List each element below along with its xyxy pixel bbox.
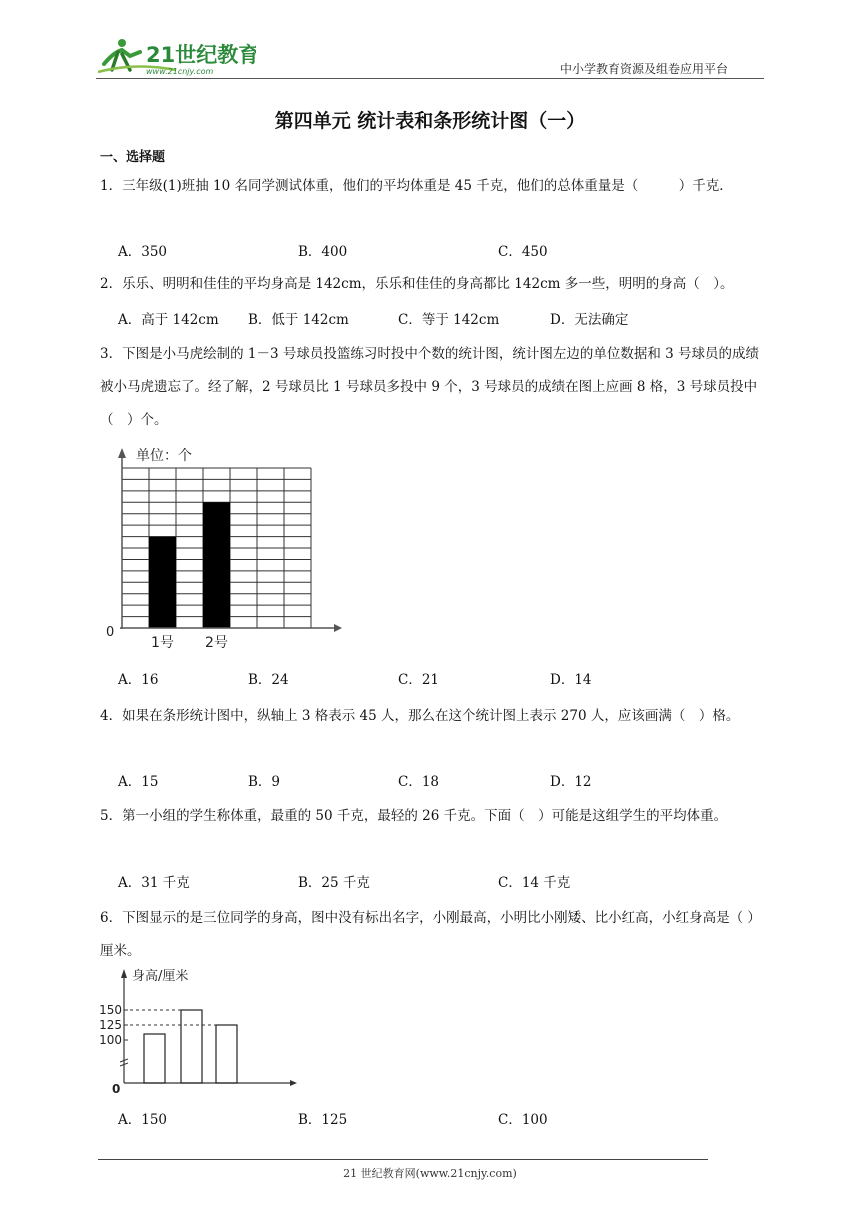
section-heading: 一、选择题 [100,150,166,165]
question-5-option-a[interactable]: A．31 千克 [118,875,190,891]
question-3-option-d[interactable]: D．14 [550,672,592,688]
chart-2-y-tick-125: 125 [99,1018,122,1032]
chart-1-category-label-1: 1号 [151,635,174,652]
page-title: 第四单元 统计表和条形统计图（一） [274,110,586,132]
chart-shots-made [100,440,350,655]
logo-runner-icon [96,34,256,76]
question-2-option-a[interactable]: A．高于 142cm [118,312,219,328]
header-logo [96,34,256,76]
chart-1-category-label-2: 2号 [205,635,228,652]
chart-1-bar-1 [149,537,176,628]
question-4-option-b[interactable]: B．9 [248,774,281,790]
question-2-option-c[interactable]: C．等于 142cm [398,312,500,328]
chart-2-bar-1 [144,1034,165,1083]
chart-2-y-axis-arrow [121,969,127,978]
question-1-option-b[interactable]: B．400 [298,244,348,260]
question-6-option-c[interactable]: C．100 [498,1112,548,1128]
question-6: 6．下图显示的是三位同学的身高，图中没有标出名字，小刚最高，小明比小刚矮、比小红高，小红身高是（ ）厘米。 [100,910,761,959]
question-1: 1．三年级(1)班抽 10 名同学测试体重，他们的平均体重是 45 千克，他们的总体重量是（ ）千克． [100,178,733,194]
question-3-option-a[interactable]: A．16 [118,672,159,688]
question-3-option-b[interactable]: B．24 [248,672,289,688]
question-6-option-a[interactable]: A．150 [118,1112,168,1128]
chart-2-y-label: 身高/厘米 [132,969,189,984]
chart-1-y-label: 单位：个 [136,448,192,464]
question-4-option-d[interactable]: D．12 [550,774,592,790]
footer-text: 21 世纪教育网(www.21cnjy.com) [343,1167,517,1180]
question-6-option-b[interactable]: B．125 [298,1112,348,1128]
chart-2-x-axis-arrow [290,1080,297,1086]
question-3: 3．下图是小马虎绘制的 1－3 号球员投篮练习时投中个数的统计图，统计图左边的单位数据和 3 号球员的成绩被小马虎遗忘了。经了解，2 号球员比 1 号球员多投中 9 个，3 号球员的成绩在图上应画 8 格，3 号球员投中（ ）个。 [100,346,760,428]
footer-divider [98,1159,708,1160]
question-4-option-a[interactable]: A．15 [118,774,159,790]
chart-2-bar-3 [216,1025,237,1083]
question-2: 2．乐乐、明明和佳佳的平均身高是 142cm，乐乐和佳佳的身高都比 142cm 多一些，明明的身高（ ）。 [100,276,734,292]
header-divider [96,78,764,79]
question-2-option-d[interactable]: D．无法确定 [550,312,629,328]
header-platform-name: 中小学教育资源及组卷应用平台 [560,62,729,76]
chart-2-y-tick-100: 100 [99,1033,122,1047]
question-5-option-b[interactable]: B．25 千克 [298,875,370,891]
chart-2-bar-2 [181,1010,202,1083]
chart-1-origin-label: 0 [106,625,115,640]
question-3-option-c[interactable]: C．21 [398,672,440,688]
question-5-option-c[interactable]: C．14 千克 [498,875,571,891]
chart-1-x-axis-arrow [334,624,342,632]
question-4: 4．如果在条形统计图中，纵轴上 3 格表示 45 人，那么在这个统计图上表示 270 人，应该画满（ ）格。 [100,708,740,724]
question-4-option-c[interactable]: C．18 [398,774,440,790]
chart-1-y-axis-arrow [118,448,126,458]
chart-heights [94,962,304,1097]
question-1-option-a[interactable]: A．350 [118,244,168,260]
logo-url: www.21cnjy.com [146,67,214,76]
chart-1-bar-2 [203,502,230,628]
question-2-option-b[interactable]: B．低于 142cm [248,312,349,328]
chart-2-origin-label: 0 [112,1082,121,1096]
question-1-option-c[interactable]: C．450 [498,244,548,260]
chart-2-y-tick-150: 150 [99,1003,122,1017]
logo-text: 21世纪教育 [146,43,256,67]
question-5: 5．第一小组的学生称体重，最重的 50 千克，最轻的 26 千克。下面（ ）可能是这组学生的平均体重。 [100,808,728,824]
